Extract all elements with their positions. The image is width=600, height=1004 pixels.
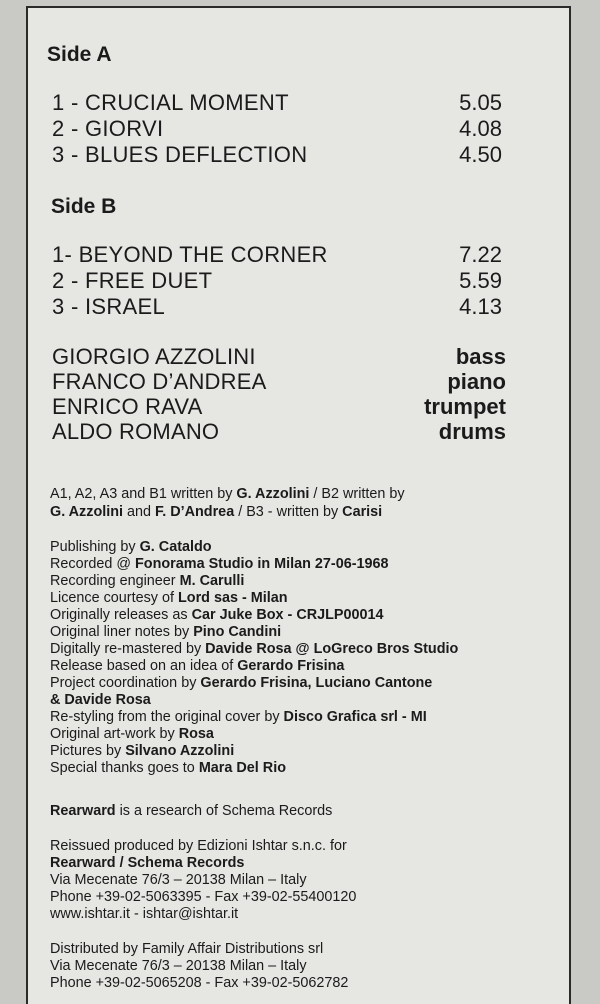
- distributor-address: Via Mecenate 76/3 – 20138 Milan – Italy: [50, 958, 307, 974]
- musician-instrument: trumpet: [424, 394, 506, 419]
- credit-value: G. Cataldo: [139, 539, 212, 555]
- reissue-block: [50, 838, 356, 923]
- credit-value: Rosa: [178, 726, 214, 742]
- credit-line: [50, 726, 458, 743]
- credit-label: Special thanks goes to: [50, 760, 199, 776]
- credit-line: [50, 573, 458, 590]
- side-b-heading: Side B: [51, 195, 117, 218]
- credit-line: [50, 658, 458, 675]
- musician-instrument: drums: [438, 419, 506, 444]
- credit-label: Release based on an idea of: [50, 658, 238, 674]
- label-name: Rearward / Schema Records: [50, 855, 245, 871]
- credit-text: / B3 - written by: [234, 504, 343, 520]
- track-title: 3 - ISRAEL: [52, 294, 166, 319]
- credit-line: [50, 539, 458, 556]
- credit-value: Silvano Azzolini: [125, 743, 235, 759]
- reissue-line: Reissued produced by Edizioni Ishtar s.n.c. for: [50, 838, 347, 854]
- musician-name: GIORGIO AZZOLINI: [52, 344, 256, 369]
- production-credits: [50, 539, 458, 777]
- track-title: 3 - BLUES DEFLECTION: [52, 142, 308, 167]
- credit-line: [50, 590, 458, 607]
- track-duration: 4.08: [459, 116, 502, 141]
- musician-name: ENRICO RAVA: [52, 394, 203, 419]
- credit-label: Re-styling from the original cover by: [50, 709, 284, 725]
- liner-notes-card: [26, 6, 571, 1004]
- credit-label: Pictures by: [50, 743, 126, 759]
- credit-line: [50, 709, 458, 726]
- research-note: [50, 803, 332, 820]
- track-duration: 4.13: [459, 294, 502, 319]
- credit-line: [50, 692, 458, 709]
- credit-name: G. Azzolini: [50, 504, 124, 520]
- credit-label: Project coordination by: [50, 675, 201, 691]
- credit-value: Lord sas - Milan: [177, 590, 288, 606]
- writing-credits-line: [50, 486, 405, 503]
- track-duration: 4.50: [459, 142, 502, 167]
- distributor-line: Distributed by Family Affair Distributions srl: [50, 941, 324, 957]
- credit-label: Recorded @: [50, 556, 136, 572]
- track-title: 2 - GIORVI: [52, 116, 164, 141]
- distributor-phone: Phone +39-02-5065208 - Fax +39-02-5062782: [50, 975, 349, 991]
- note-text: is a research of Schema Records: [115, 803, 333, 819]
- credit-value: Pino Candini: [193, 624, 282, 640]
- reissue-phone: Phone +39-02-5063395 - Fax +39-02-55400120: [50, 889, 357, 905]
- credit-value: Davide Rosa @ LoGreco Bros Studio: [205, 641, 459, 657]
- musician-name: FRANCO D’ANDREA: [52, 369, 267, 394]
- track-title: 1 - CRUCIAL MOMENT: [52, 90, 289, 115]
- credit-value: Gerardo Frisina, Luciano Cantone: [200, 675, 433, 691]
- credit-label: Digitally re-mastered by: [50, 641, 206, 657]
- track-title: 2 - FREE DUET: [52, 268, 213, 293]
- reissue-web: www.ishtar.it - ishtar@ishtar.it: [50, 906, 239, 922]
- credit-line: [50, 624, 458, 641]
- credit-value: Fonorama Studio in Milan 27-06-1968: [135, 556, 389, 572]
- credit-value: Mara Del Rio: [198, 760, 286, 776]
- credit-label: Licence courtesy of: [50, 590, 178, 606]
- credit-line: [50, 760, 458, 777]
- credit-line: [50, 607, 458, 624]
- credit-line: [50, 641, 458, 658]
- credit-name: F. D’Andrea: [155, 504, 235, 520]
- musician-instrument: piano: [447, 369, 506, 394]
- track-duration: 5.05: [459, 90, 502, 115]
- credit-label: Publishing by: [50, 539, 140, 555]
- credit-value: Gerardo Frisina: [237, 658, 345, 674]
- credit-line: [50, 556, 458, 573]
- credit-label: Originally releases as: [50, 607, 192, 623]
- reissue-label: [50, 855, 356, 872]
- credit-label: Original art-work by: [50, 726, 179, 742]
- label-name: Rearward: [50, 803, 116, 819]
- credit-text: A1, A2, A3 and B1 written by: [50, 486, 237, 502]
- side-a-heading: Side A: [47, 43, 112, 66]
- track-duration: 7.22: [459, 242, 502, 267]
- credit-name: Carisi: [342, 504, 383, 520]
- track-duration: 5.59: [459, 268, 502, 293]
- credit-label: Original liner notes by: [50, 624, 194, 640]
- credit-value: Car Juke Box - CRJLP00014: [191, 607, 384, 623]
- credit-value: & Davide Rosa: [50, 692, 151, 708]
- credit-text: and: [123, 504, 156, 520]
- musician-name: ALDO ROMANO: [52, 419, 220, 444]
- credit-text: / B2 written by: [309, 486, 405, 502]
- credit-value: Disco Grafica srl - MI: [283, 709, 427, 725]
- credit-line: [50, 675, 458, 692]
- track-title: 1- BEYOND THE CORNER: [52, 242, 328, 267]
- distribution-block: [50, 941, 348, 992]
- credit-name: G. Azzolini: [236, 486, 310, 502]
- credit-line: [50, 743, 458, 760]
- writing-credits-line: [50, 504, 382, 521]
- musician-instrument: bass: [455, 344, 506, 369]
- credit-value: M. Carulli: [179, 573, 245, 589]
- credit-label: Recording engineer: [50, 573, 180, 589]
- reissue-address: Via Mecenate 76/3 – 20138 Milan – Italy: [50, 872, 307, 888]
